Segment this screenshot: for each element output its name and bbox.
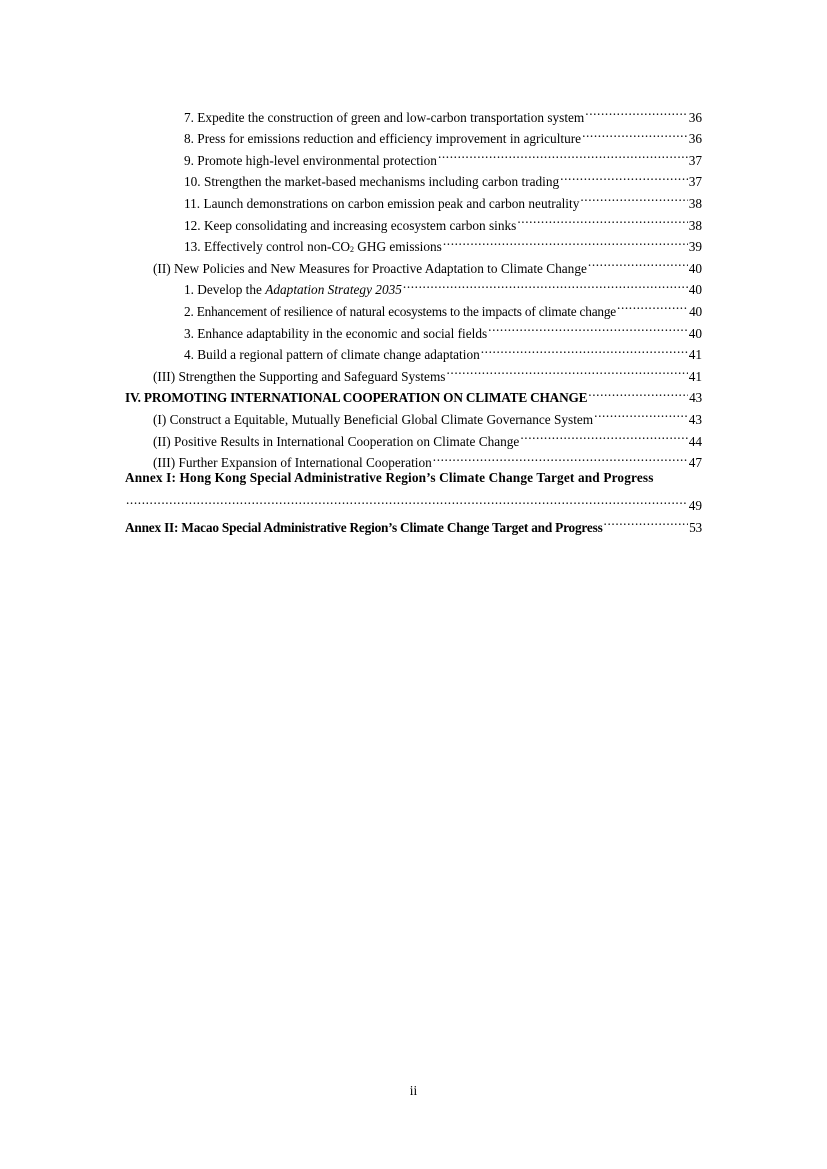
page-number: ii: [409, 1083, 418, 1098]
toc-leader-dots: [438, 143, 688, 165]
toc-leader-dots: [517, 208, 687, 230]
subscript-2: 2: [349, 245, 354, 255]
toc-entry[interactable]: [125, 100, 702, 125]
toc-leader-dots: [488, 316, 688, 338]
toc-leader-dots: [604, 510, 689, 532]
toc-entry-title: (III) Strengthen the Supporting and Safeguard Systems: [153, 368, 446, 384]
toc-entry-title: (II) Positive Results in International Cooperation on Climate Change: [153, 433, 520, 449]
toc-entry-title: [184, 236, 442, 258]
toc-entry-title: 2. Enhancement of resilience of natural ecosystems to the impacts of climate change: [184, 303, 617, 319]
toc-entry-page: 39: [688, 239, 702, 255]
toc-leader-dots: [481, 338, 688, 360]
toc-leader-dots: [403, 273, 688, 295]
toc-annex-entry[interactable]: [125, 467, 702, 514]
toc-entry-title: [125, 467, 702, 489]
toc-entry-title: 10. Strengthen the market-based mechanisms including carbon trading: [184, 174, 560, 190]
toc-entry-title: (II) New Policies and New Measures for Proactive Adaptation to Climate Change: [153, 260, 587, 276]
toc-entry-page: 44: [688, 433, 702, 449]
annex-title-text: Annex I: Hong Kong Special Administrative Region’s Climate Change Target and Progress: [125, 470, 654, 486]
toc-entry-title: 11. Launch demonstrations on carbon emission peak and carbon neutrality: [184, 195, 580, 211]
toc-entry-page: 43: [689, 390, 702, 406]
toc-entry-title: IV. PROMOTING INTERNATIONAL COOPERATION ON CLIMATE CHANGE: [125, 390, 588, 406]
toc-entry-page: 43: [688, 411, 702, 427]
toc-annex-entry[interactable]: [125, 510, 702, 535]
toc-leader-dots: [433, 446, 688, 468]
toc-entry-page: 41: [688, 368, 702, 384]
toc-entry-title: (III) Further Expansion of International Cooperation: [153, 455, 432, 471]
toc-leader-dots: [588, 381, 688, 403]
table-of-contents: [125, 100, 702, 535]
toc-entry-title: 4. Build a regional pattern of climate change adaptation: [184, 347, 480, 363]
toc-leader-dots: [582, 122, 688, 144]
toc-leader-dots: [520, 424, 687, 446]
toc-leader-dots: [588, 251, 688, 273]
toc-annex-leader-row: [125, 489, 702, 514]
toc-entry-page: 41: [688, 347, 702, 363]
toc-entry-page: 40: [689, 303, 702, 319]
toc-entry-title-pre: 13. Effectively control non-CO: [184, 239, 350, 255]
toc-entry-page: 37: [688, 152, 702, 168]
toc-entry-page: 53: [689, 519, 702, 535]
toc-leader-dots: [617, 294, 688, 316]
toc-leader-dots: [580, 186, 687, 208]
toc-leader-dots: [126, 489, 688, 511]
toc-entry-title: (I) Construct a Equitable, Mutually Beneficial Global Climate Governance System: [153, 411, 594, 427]
toc-leader-dots: [446, 359, 687, 381]
toc-entry-title-post: GHG emissions: [353, 239, 442, 255]
toc-entry-page: 36: [688, 131, 702, 147]
toc-entry-page: 49: [688, 498, 702, 514]
toc-entry-title: 8. Press for emissions reduction and efficiency improvement in agriculture: [184, 131, 582, 147]
toc-entry-title-pre: 1. Develop the: [184, 282, 266, 298]
toc-entry-title: 3. Enhance adaptability in the economic and social fields: [184, 325, 488, 341]
toc-entry-title: 12. Keep consolidating and increasing ecosystem carbon sinks: [184, 217, 517, 233]
toc-entry-title: 7. Expedite the construction of green and low-carbon transportation system: [184, 109, 585, 125]
toc-entry-page: 38: [688, 195, 702, 211]
toc-entry-page: 37: [688, 174, 702, 190]
toc-entry-page: 47: [688, 455, 702, 471]
toc-entry-title: 9. Promote high-level environmental protection: [184, 152, 437, 168]
toc-entry-page: 38: [688, 217, 702, 233]
toc-entry-page: 40: [688, 282, 702, 298]
toc-leader-dots: [443, 230, 688, 252]
toc-entry-page: 40: [688, 260, 702, 276]
toc-entry-page: 40: [688, 325, 702, 341]
toc-leader-dots: [594, 402, 688, 424]
toc-leader-dots: [560, 165, 688, 187]
toc-entry-title-italic: Adaptation Strategy 2035: [265, 282, 402, 298]
toc-leader-dots: [585, 100, 687, 122]
toc-entry-title: [184, 279, 402, 301]
toc-entry-title: Annex II: Macao Special Administrative Region’s Climate Change Target and Progress: [125, 519, 603, 535]
toc-entry-page: 36: [688, 109, 702, 125]
